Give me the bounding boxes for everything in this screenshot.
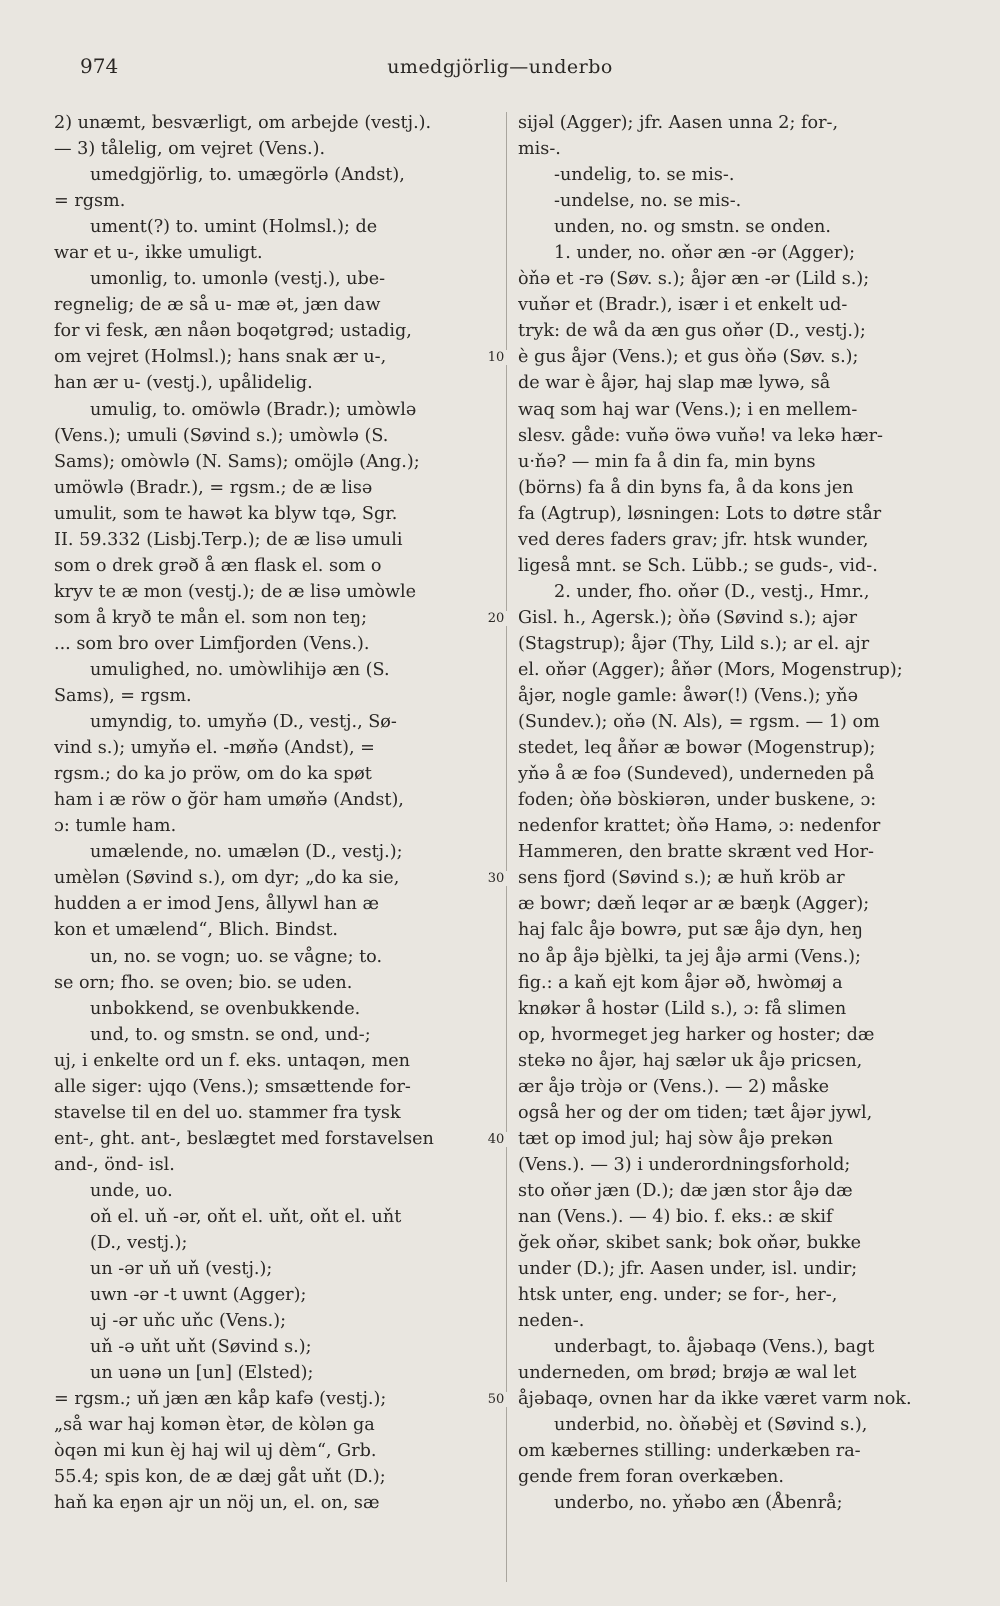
text-line: (Sundev.); oňə (N. Als), = rgsm. — 1) om [518,712,880,733]
text-line: om vejret (Holmsl.); hans snak ær u-, [54,347,387,368]
text-line: 2. under, fho. oňər (D., vestj., Hmr., [554,581,870,602]
text-line: = rgsm.; uň jæn æn kåp kafə (vestj.); [54,1389,387,1410]
text-line: ɔ: tumle ham. [54,816,177,837]
page-number: 974 [80,54,119,78]
text-line: uwn -ər -t uwnt (Agger); [90,1285,307,1306]
text-line: war et u-, ikke umuligt. [54,243,263,264]
text-line: (Vens.); umuli (Søvind s.); umòwlə (S. [54,425,389,446]
text-line: umælende, no. umælən (D., vestj.); [90,842,403,863]
text-line: hudden a er imod Jens, ållywl han æ [54,894,380,915]
text-line: und, to. og smstn. se ond, und-; [90,1024,371,1045]
text-line: (Vens.). — 3) i underordningsforhold; [518,1154,851,1175]
text-line: knøkər å hostər (Lild s.), ɔ: få slimen [518,998,847,1019]
text-line: sijəl (Agger); jfr. Aasen unna 2; for-, [518,113,839,133]
text-line: stavelse til en del uo. stammer fra tysk [54,1102,401,1123]
text-line: ... som bro over Limfjorden (Vens.). [54,633,370,654]
left-column [54,110,500,1517]
text-line: unden, no. og smstn. se onden. [554,217,831,238]
text-line: tryk: de wå da æn gus oňər (D., vestj.); [518,321,866,342]
text-line: ær åjə tròjə or (Vens.). — 2) måske [518,1076,830,1097]
text-line: underneden, om brød; brøjə æ wal let [518,1363,857,1384]
text-line: 55.4; spis kon, de æ dæj gåt uňt (D.); [54,1467,386,1488]
text-line: waq som haj war (Vens.); i en mellem- [518,399,858,420]
text-line: umulit, som te hawət ka blyw tqə, Sgr. [54,503,398,524]
text-line: slesv. gåde: vuňə öwə vuňə! va lekə hær- [518,425,883,446]
text-line: åjər, nogle gamle: åwər(!) (Vens.); yňə [518,686,858,707]
text-line: haň ka eŋən ajr un nöj un, el. on, sæ [54,1493,380,1514]
text-line: foden; òňə bòskiərən, under buskene, ɔ: [518,790,877,811]
line-number-marker: 40 [484,1132,508,1147]
text-line: vuňər et (Bradr.), især i et enkelt ud- [518,295,848,316]
right-column [518,110,948,1517]
text-line: Sams), = rgsm. [54,686,192,707]
text-line: umöwlə (Bradr.), = rgsm.; de æ lisə [54,477,373,498]
text-line: om kæbernes stilling: underkæben ra- [518,1441,861,1462]
text-line: yňə å æ foə (Sundeved), underneden på [518,764,875,785]
text-line: vind s.); umyňə el. -møňə (Andst), = [54,738,375,759]
text-line: som o drek grəð å æn flask el. som o [54,555,382,576]
text-line: ved deres faders grav; jfr. htsk wunder, [518,529,869,550]
text-line: for vi fesk, æn nåən boqətgrəd; ustadig, [54,321,412,342]
text-line: no åp åjə bjèlki, ta jej åjə armi (Vens.); [518,946,861,967]
text-line: åjəbaqə, ovnen har da ikke været varm nok. [518,1389,912,1410]
text-line: underbid, no. òňəbèj et (Søvind s.), [554,1415,868,1436]
text-line: -undelig, to. se mis-. [554,165,735,186]
text-line: ğek oňər, skibet sank; bok oňər, bukke [518,1233,862,1254]
text-line: sto oňər jæn (D.); dæ jæn stor åjə dæ [518,1180,853,1201]
text-line: fa (Agtrup), løsningen: Lots to døtre står [518,503,882,524]
line-number-marker: 30 [484,871,508,886]
text-line: (D., vestj.); [90,1233,188,1254]
text-line: and-, önd- isl. [54,1154,175,1175]
line-number-marker: 10 [484,350,508,365]
text-line: umonlig, to. umonlə (vestj.), ube- [90,269,386,290]
text-line: nan (Vens.). — 4) bio. f. eks.: æ skif [518,1206,833,1227]
text-line: uj, i enkelte ord un f. eks. untaqən, men [54,1050,411,1071]
column-divider [506,112,507,1582]
text-line: Hammeren, den bratte skrænt ved Hor- [518,842,874,863]
text-line: u·ňə? — min fa å din fa, min byns [518,451,816,472]
text-line: stedet, leq åňər æ bowər (Mogenstrup); [518,738,876,759]
line-number-marker: 50 [484,1392,508,1407]
text-line: 2) unæmt, besværligt, om arbejde (vestj.). [54,113,432,133]
text-line: de war è åjər, haj slap mæ lywə, så [518,373,831,394]
text-line: umèlən (Søvind s.), om dyr; „do ka sie, [54,868,400,889]
text-line: kon et umælend“, Blich. Bindst. [54,920,339,941]
text-line: ligeså mnt. se Sch. Lübb.; se guds-, vid-. [518,555,878,576]
text-line: alle siger: ujqo (Vens.); smsættende for- [54,1076,411,1097]
text-line: rgsm.; do ka jo pröw, om do ka spøt [54,764,372,785]
text-line: ument(?) to. umint (Holmsl.); de [90,217,378,238]
text-line: „så war haj komən ètər, de kòlən ga [54,1415,375,1436]
text-line: el. oňər (Agger); åňər (Mors, Mogenstrup); [518,659,903,680]
text-line: — 3) tålelig, om vejret (Vens.). [54,139,326,160]
text-line: også her og der om tiden; tæt åjər jywl, [518,1102,873,1123]
text-line: kryv te æ mon (vestj.); de æ lisə umòwle [54,581,417,602]
text-line: òqən mi kun èj haj wil uj dèm“, Grb. [54,1441,377,1462]
text-line: tæt op imod jul; haj sòw åjə prekən [518,1128,833,1149]
text-line: un -ər uň uň (vestj.); [90,1259,273,1280]
text-line: han ær u- (vestj.), upålidelig. [54,373,313,394]
text-line: oň el. uň -ər, oňt el. uňt, oňt el. uňt [90,1206,402,1227]
text-line: 1. under, no. oňər æn -ər (Agger); [554,243,856,264]
text-line: un uənə un [un] (Elsted); [90,1363,314,1384]
text-line: under (D.); jfr. Aasen under, isl. undir; [518,1259,858,1280]
text-line: fig.: a kaň ejt kom åjər əð, hwòmøj a [518,972,843,993]
text-line: underbagt, to. åjəbaqə (Vens.), bagt [554,1337,875,1358]
text-line: Sams); omòwlə (N. Sams); omöjlə (Ang.); [54,451,420,472]
text-line: regnelig; de æ så u- mæ ət, jæn daw [54,295,381,316]
text-line: stekə no åjər, haj sælər uk åjə pricsen, [518,1050,863,1071]
text-line: se orn; fho. se oven; bio. se uden. [54,972,353,993]
text-line: = rgsm. [54,191,126,212]
text-line: nedenfor krattet; òňə Hamə, ɔ: nedenfor [518,816,881,837]
text-line: umulighed, no. umòwlihijə æn (S. [90,659,390,680]
text-line: -undelse, no. se mis-. [554,191,742,212]
text-line: òňə et -rə (Søv. s.); åjər æn -ər (Lild s.); [518,269,870,290]
running-header: umedgjörlig—underbo [387,56,613,78]
text-line: op, hvormeget jeg harker og hoster; dæ [518,1024,875,1045]
text-line: Gisl. h., Agersk.); òňə (Søvind s.); ajər [518,607,858,628]
text-line: neden-. [518,1311,585,1332]
text-line: (börns) fa å din byns fa, å da kons jen [518,477,854,498]
text-line: htsk unter, eng. under; se for-, her-, [518,1285,838,1306]
text-line: ent-, ght. ant-, beslægtet med forstavelsen [54,1128,434,1149]
text-line: æ bowr; dæň leqər ar æ bæŋk (Agger); [518,894,870,915]
text-line: uň -ə uňt uňt (Søvind s.); [90,1337,312,1358]
text-line: unbokkend, se ovenbukkende. [90,998,361,1019]
text-line: è gus åjər (Vens.); et gus òňə (Søv. s.); [518,347,859,368]
text-line: underbo, no. yňəbo æn (Åbenrå; [554,1493,843,1514]
text-line: uj -ər uňc uňc (Vens.); [90,1311,287,1332]
text-line: II. 59.332 (Lisbj.Terp.); de æ lisə umuli [54,529,403,550]
text-line: (Stagstrup); åjər (Thy, Lild s.); ar el. ajr [518,633,870,654]
text-line: ham i æ röw o ğör ham umøňə (Andst), [54,790,404,811]
text-line: unde, uo. [90,1180,173,1201]
line-number-marker: 20 [484,611,508,626]
text-line: un, no. se vogn; uo. se vågne; to. [90,946,383,967]
text-line: som å kryð te mån el. som non teŋ; [54,607,368,628]
text-line: haj falc åjə bowrə, put sæ åjə dyn, heŋ [518,920,863,941]
text-line: gende frem foran overkæben. [518,1467,784,1488]
text-line: umedgjörlig, to. umægörlə (Andst), [90,165,405,186]
text-line: umulig, to. omöwlə (Bradr.); umòwlə [90,399,417,420]
text-line: mis-. [518,139,561,160]
text-line: umyndig, to. umyňə (D., vestj., Sø- [90,712,397,733]
text-line: sens fjord (Søvind s.); æ huň kröb ar [518,868,845,889]
